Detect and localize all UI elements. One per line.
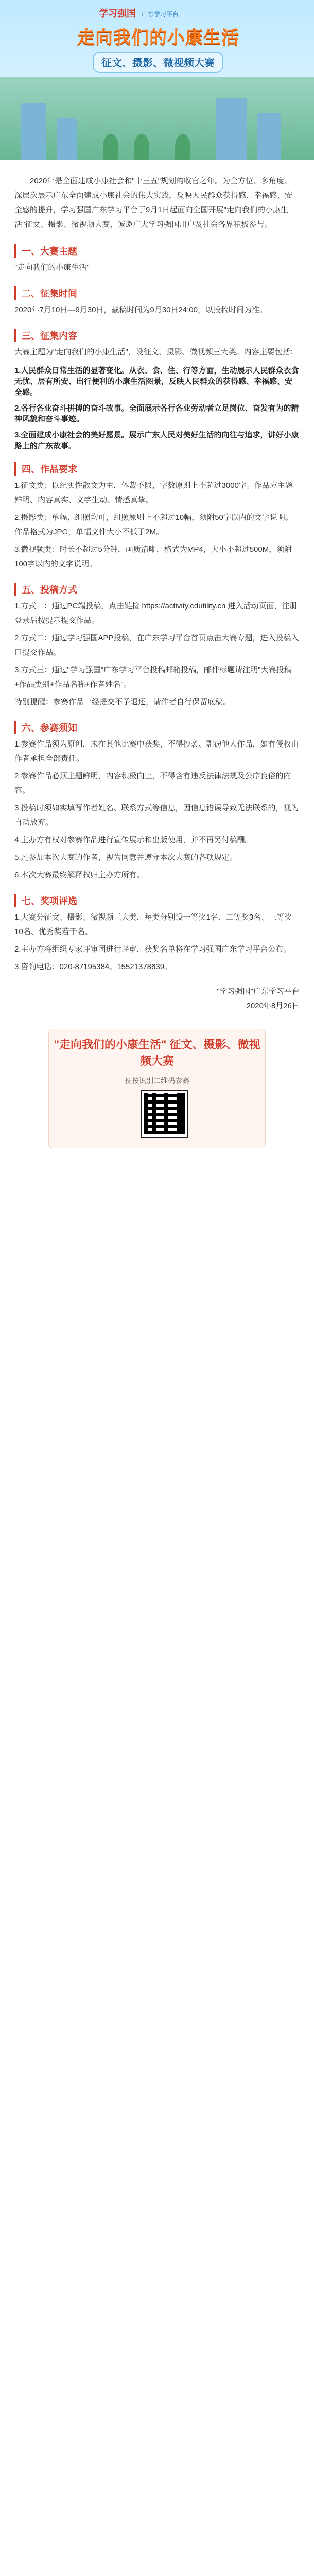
list-item: 3.微视频类：时长不超过5分钟，画质清晰，格式为MP4，大小不超过500M，须附100字以内的文字说明。 xyxy=(14,545,292,568)
building-icon xyxy=(21,103,46,160)
list-item: 2.各行各业奋斗拼搏的奋斗故事。全面展示各行各业劳动者立足岗位、奋发有为的精神风貌和奋斗事迹。 xyxy=(14,404,299,423)
section-text: 大赛主题为"走向我们的小康生活"，设征文、摄影、微视频三大类。内容主要包括： xyxy=(14,348,298,357)
list-item: 2.主办方将组织专家评审团进行评审，获奖名单将在学习强国广东学习平台公布。 xyxy=(14,945,291,954)
list-item: 3.咨询电话：020-87195384、15521378639。 xyxy=(14,962,172,971)
city-illustration xyxy=(0,77,314,160)
section-content xyxy=(14,329,300,451)
qr-card[interactable] xyxy=(48,1029,266,1148)
closing-date: 2020年8月26日 xyxy=(246,1002,300,1010)
article-content xyxy=(0,160,314,1148)
list-item: 5.凡参加本次大赛的作者，视为同意并遵守本次大赛的各项规定。 xyxy=(14,853,237,862)
section-text: 特别提醒：参赛作品一经提交不予退还，请作者自行保留底稿。 xyxy=(14,698,231,706)
intro-paragraph: 2020年是全面建成小康社会和"十三五"规划的收官之年。为全方位、多角度、深层次展示广东全面建成小康社会的伟大实践，反映人民群众获得感、幸福感、安全感的提升，学习强国广东学习平台于9月1日起面向全国开展"走向我们的小康生活"征文、摄影、微视频大赛，诚邀广大学习强国用户及社会各界积极参与。 xyxy=(14,177,293,229)
brand-name: 学习强国 xyxy=(99,8,136,19)
building-icon xyxy=(216,98,247,160)
building-icon xyxy=(57,118,77,160)
building-icon xyxy=(257,113,281,160)
list-item: 3.投稿时须如实填写作者姓名、联系方式等信息，因信息错误导致无法联系的，视为自动放弃。 xyxy=(14,804,299,827)
list-item: 3.全面建成小康社会的美好愿景。展示广东人民对美好生活的向往与追求，讲好小康路上的广东故事。 xyxy=(14,431,299,450)
list-item: 1.人民群众日常生活的显著变化。从衣、食、住、行等方面，生动展示人民群众衣食无忧、居有所安、出行便利的小康生活图景，反映人民群众的获得感、幸福感、安全感。 xyxy=(14,366,299,397)
list-item: 1.征文类：以纪实性散文为主，体裁不限，字数原则上不超过3000字。作品应主题鲜明、内容真实、文字生动、情感真挚。 xyxy=(14,481,293,504)
tree-icon xyxy=(103,134,118,160)
banner-title: 走向我们的小康生活 xyxy=(77,28,239,47)
section-awards xyxy=(14,894,300,974)
tree-icon xyxy=(175,134,190,160)
section-title: 一、大赛主题 xyxy=(14,244,77,258)
qr-code-icon[interactable] xyxy=(142,1091,187,1137)
section-title: 四、作品要求 xyxy=(14,462,77,476)
section-theme xyxy=(14,244,300,275)
section-text: 2020年7月10日—9月30日，截稿时间为9月30日24:00，以投稿时间为准。 xyxy=(14,306,267,314)
list-item: 6.本次大赛最终解释权归主办方所有。 xyxy=(14,871,145,879)
tree-icon xyxy=(134,134,149,160)
qr-label: 长按识别二维码参赛 xyxy=(125,1077,189,1085)
section-title: 五、投稿方式 xyxy=(14,583,77,596)
closing-org: "学习强国"广东学习平台 xyxy=(217,987,300,996)
section-title: 七、奖项评选 xyxy=(14,894,77,907)
list-item: 1.方式一：通过PC端投稿，点击链接 https://activity.cdutility.cn 进入活动页面，注册登录后按提示提交作品。 xyxy=(14,602,298,625)
list-item: 1.参赛作品须为原创，未在其他比赛中获奖，不得抄袭、剽窃他人作品，如有侵权由作者承担全部责任。 xyxy=(14,740,299,763)
list-item: 1.大赛分征文、摄影、微视频三大类，每类分别设一等奖1名、二等奖3名、三等奖10名、优秀奖若干名。 xyxy=(14,913,292,936)
section-requirements xyxy=(14,462,300,571)
section-notice xyxy=(14,721,300,883)
section-title: 六、参赛须知 xyxy=(14,721,77,734)
section-title: 三、征集内容 xyxy=(14,329,77,342)
list-item: 4.主办方有权对参赛作品进行宣传展示和出版使用，并不再另付稿酬。 xyxy=(14,836,253,844)
top-banner xyxy=(0,0,314,160)
list-item: 2.方式二：通过学习强国APP投稿，在广东学习平台首页点击大赛专题，进入投稿入口提交作品。 xyxy=(14,634,299,657)
section-time xyxy=(14,286,300,317)
brand-sub: 广东学习平台 xyxy=(142,11,179,18)
section-text: "走向我们的小康生活" xyxy=(14,263,90,272)
banner-subtitle: 征文、摄影、微视频大赛 xyxy=(93,52,223,73)
list-item: 2.摄影类：单幅、组照均可，组照原则上不超过10幅，须附50字以内的文字说明。作品格式为JPG，单幅文件大小不低于2M。 xyxy=(14,513,293,536)
list-item: 2.参赛作品必须主题鲜明，内容积极向上，不得含有违反法律法规及公序良俗的内容。 xyxy=(14,772,291,795)
qr-title: "走向我们的小康生活" 征文、摄影、微视频大赛 xyxy=(54,1038,260,1067)
section-submit xyxy=(14,583,300,709)
list-item: 3.方式三：通过"学习强国"广东学习平台投稿邮箱投稿，邮件标题请注明"大赛投稿+作品类别+作品名称+作者姓名"。 xyxy=(14,666,292,689)
brand-logo xyxy=(99,6,179,20)
section-title: 二、征集时间 xyxy=(14,286,77,300)
closing xyxy=(14,985,300,1013)
